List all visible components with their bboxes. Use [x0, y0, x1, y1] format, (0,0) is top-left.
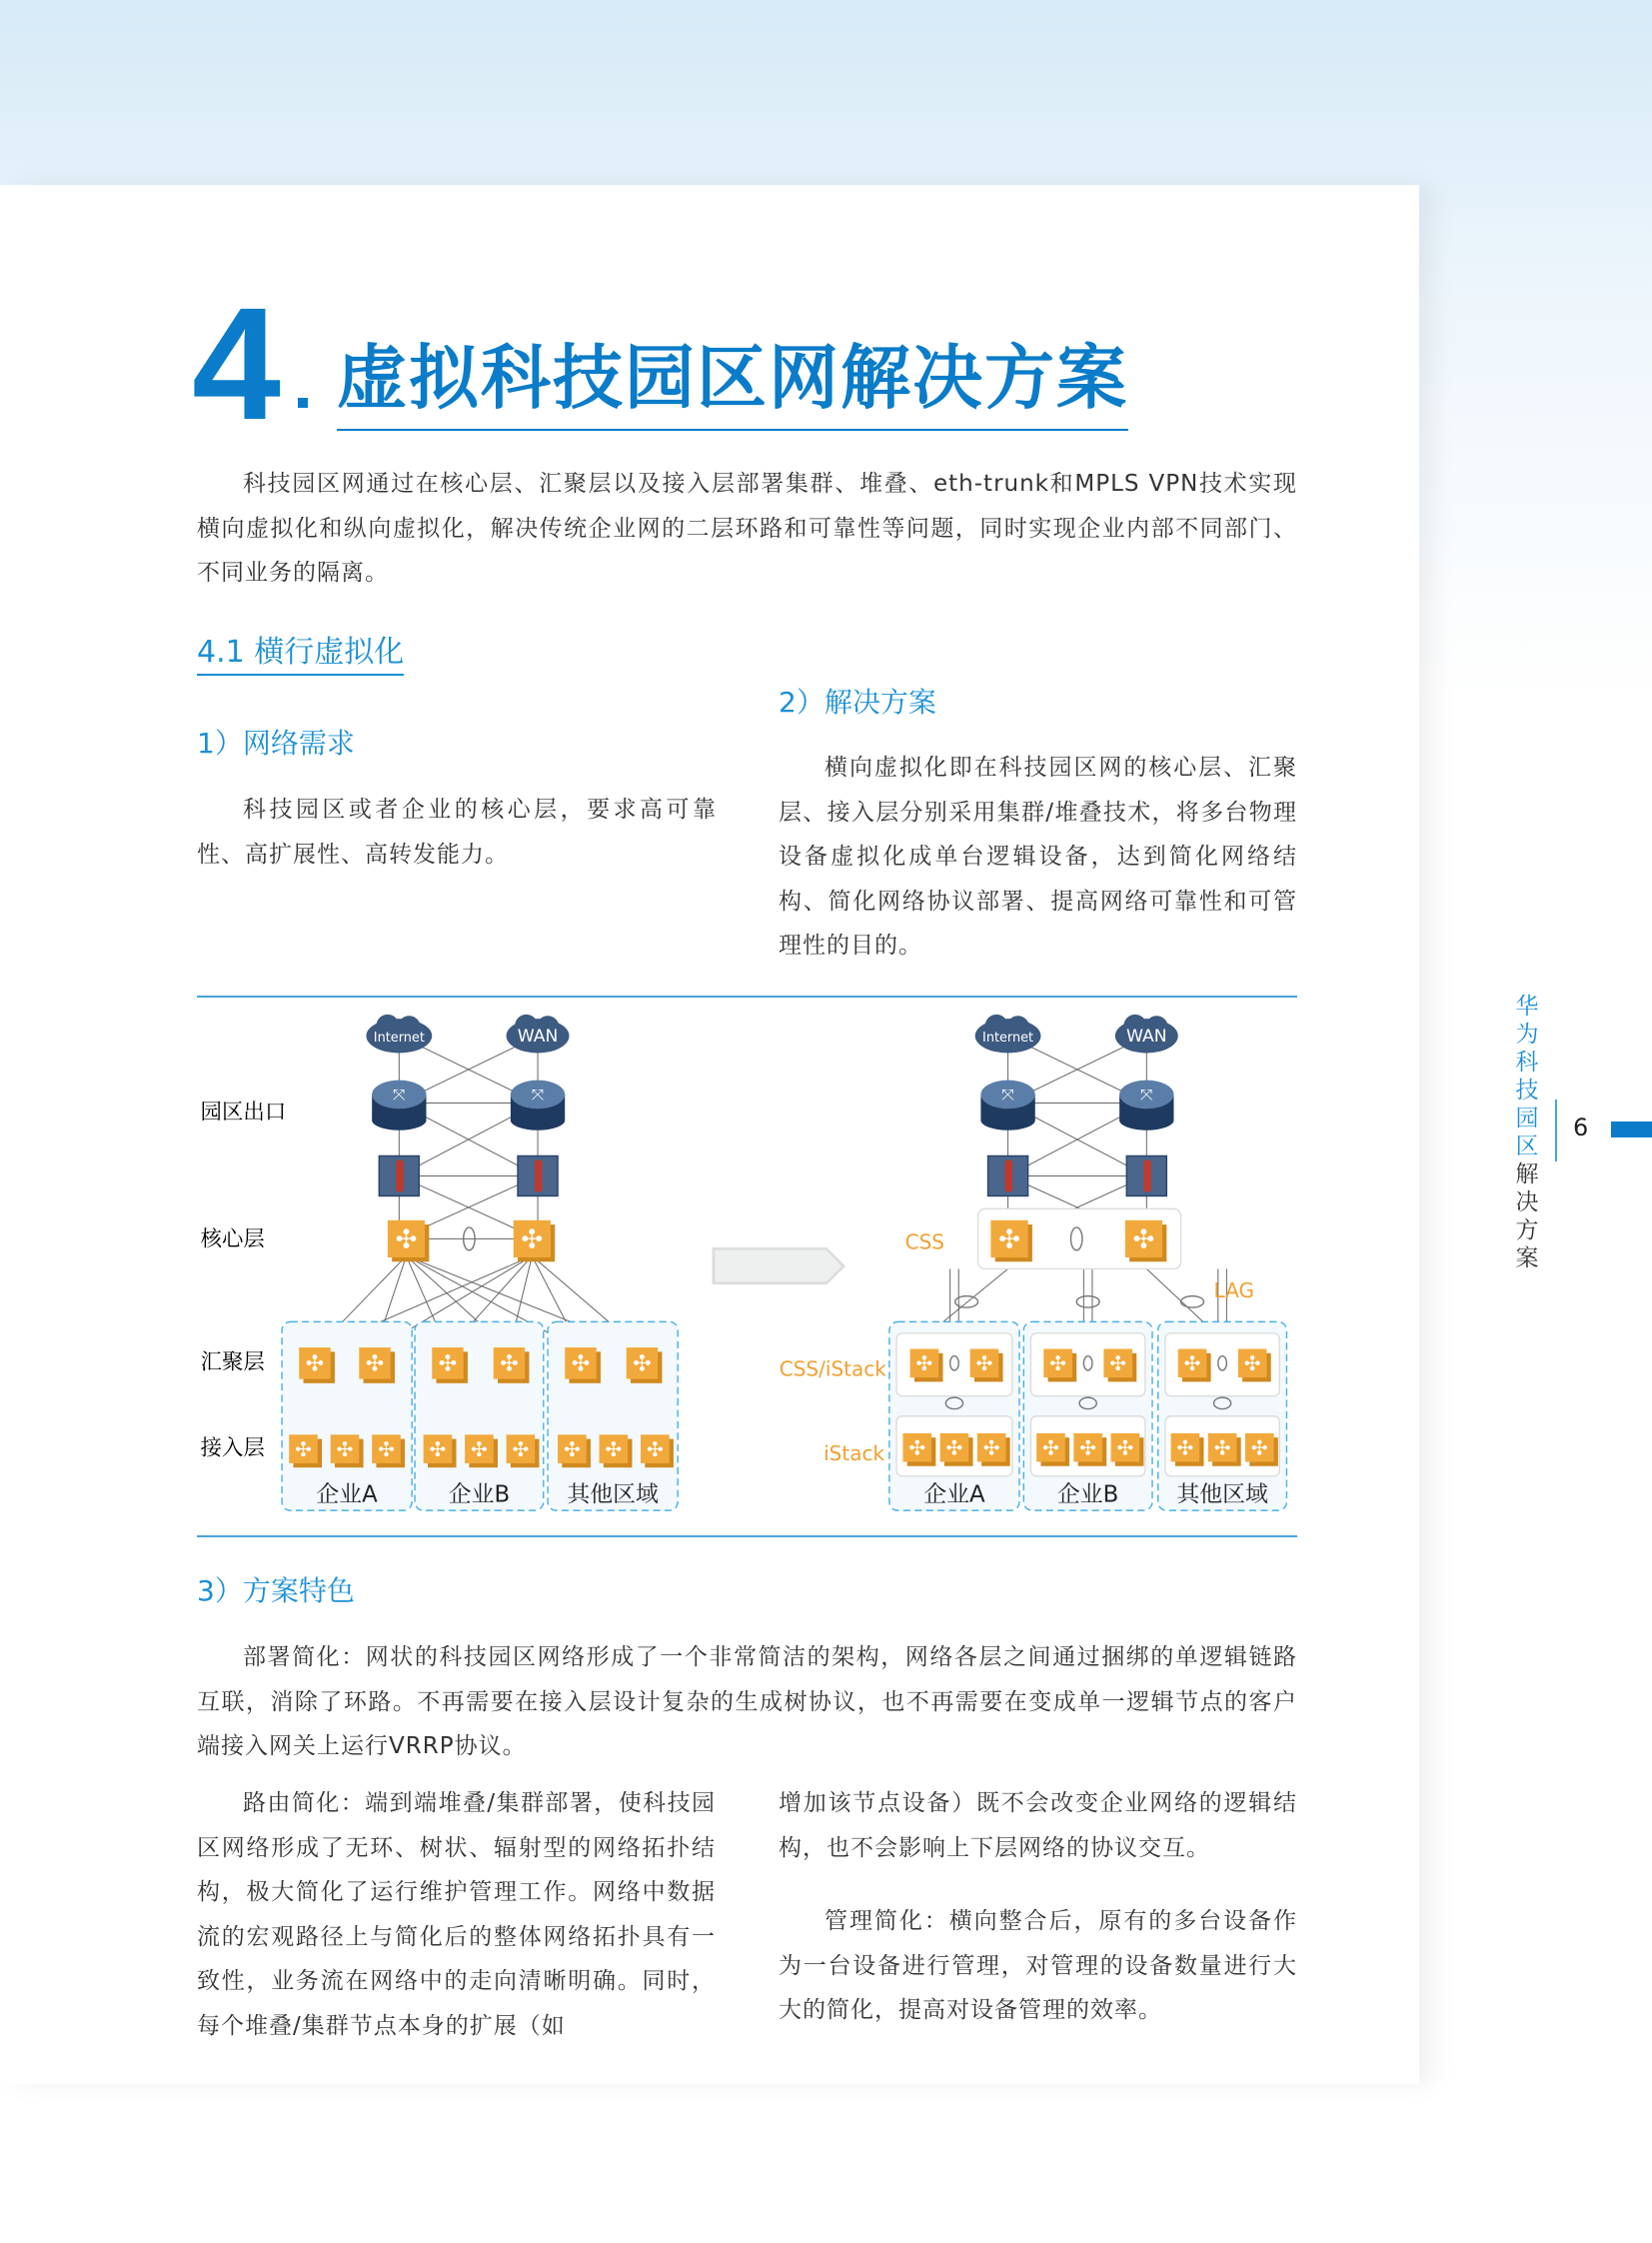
chapter-number: 4	[192, 274, 277, 453]
layer-label-access: 接入层	[200, 1435, 265, 1461]
diagram-shape: ✣	[563, 1436, 581, 1461]
solution-text: 横向虚拟化即在科技园区网的核心层、汇聚层、接入层分别采用集群/堆叠技术，将多台物理设备虚拟化成单台逻辑设备，达到简化网络结构、简化网络协议部署、提高网络可靠性和可管理性的目的。	[779, 755, 1297, 959]
features-heading: 3）方案特色	[197, 1574, 355, 1607]
diagram-shape: ✣	[1109, 1350, 1127, 1375]
features-paragraph-2-cont: 增加该节点设备）既不会改变企业网络的逻辑结构，也不会影响上下层网络的协议交互。	[779, 1790, 1297, 1861]
diagram-shape: ✣	[945, 1435, 963, 1460]
solution-heading: 2）解决方案	[779, 686, 936, 719]
core-switch-icon	[1125, 1220, 1166, 1261]
diagram-shape: ✣	[1049, 1350, 1067, 1375]
css-istack-label: CSS/iStack	[779, 1356, 886, 1381]
intro-paragraph: 科技园区网通过在核心层、汇聚层以及接入层部署集群、堆叠、eth-trunk和MPLS VPN技术实现横向虚拟化和纵向虚拟化，解决传统企业网的二层环路和可靠性等问题，同时实现企业内部不同部门、不同业务的隔离。	[197, 471, 1297, 586]
zone-label: 企业A	[923, 1481, 985, 1508]
diagram-shape: ✣	[915, 1350, 933, 1375]
diagram-shape: ✣	[1176, 1435, 1194, 1460]
diagram-shape: ✣	[908, 1435, 926, 1460]
diagram-shape: ⤧	[1140, 1085, 1153, 1105]
router-icon	[980, 1081, 1034, 1130]
aggregation-switch-icon	[627, 1347, 663, 1383]
divider-bottom	[197, 1535, 1297, 1537]
access-switch-icon	[940, 1433, 973, 1466]
firewall-icon	[988, 1155, 1028, 1195]
diagram-shape: ✣	[982, 1435, 1000, 1460]
diagram-shape: ✣	[512, 1436, 530, 1461]
router-icon	[511, 1081, 565, 1130]
access-switch-icon	[1111, 1433, 1144, 1466]
divider-top	[197, 996, 1297, 998]
diagram-shape	[511, 1111, 565, 1130]
diagram-shape: ✣	[500, 1351, 519, 1377]
diagram-shape: ⤧	[393, 1085, 406, 1105]
cloud-icon	[1115, 1015, 1178, 1054]
transform-arrow-icon	[714, 1248, 843, 1282]
diagram-shape: ✣	[1079, 1435, 1097, 1460]
diagram-shape: ✣	[471, 1436, 488, 1461]
switch-icon	[1238, 1349, 1271, 1382]
cloud-label: WAN	[1125, 1027, 1167, 1048]
diagram-shape: ✣	[336, 1436, 354, 1461]
diagram-shape: ✣	[1250, 1435, 1268, 1460]
cloud-icon	[366, 1015, 432, 1054]
zone-label: 企业B	[448, 1481, 511, 1508]
access-switch-icon	[331, 1434, 364, 1467]
css-label: CSS	[904, 1229, 944, 1254]
layer-label-core: 核心层	[200, 1226, 265, 1252]
diagram-shape: ✣	[1132, 1224, 1155, 1255]
bundle-icon	[1076, 1296, 1099, 1307]
chapter-title: 虚拟科技园区网解决方案	[337, 322, 1128, 431]
diagram-shape: ⤧	[1001, 1085, 1014, 1105]
diagram-shape	[1005, 1160, 1012, 1191]
diagram-shape: ✣	[1243, 1350, 1261, 1375]
aggregation-switch-icon	[494, 1347, 530, 1383]
access-switch-icon	[902, 1433, 935, 1466]
switch-icon	[970, 1349, 1003, 1382]
features-paragraph-1: 部署简化：网状的科技园区网络形成了一个非常简洁的架构，网络各层之间通过捆绑的单逻辑链路互联，消除了环路。不再需要在接入层设计复杂的生成树协议，也不再需要在变成单一逻辑节点的客户端接入网关上运行VRRP协议。	[197, 1644, 1297, 1759]
zone-label: 其他区域	[567, 1481, 659, 1508]
network-diagram	[186, 1002, 1301, 1523]
page-number: 6	[1573, 1114, 1589, 1141]
features-paragraph-3: 管理简化：横向整合后，原有的多台设备作为一台设备进行管理，对管理的设备数量进行大大的简化，提高对设备管理的效率。	[779, 1908, 1297, 2023]
diagram-shape	[372, 1111, 426, 1130]
section-heading: 4.1 横行虚拟化	[197, 627, 404, 671]
bundle-icon	[1181, 1296, 1204, 1307]
layer-label-aggregation: 汇聚层	[200, 1349, 265, 1375]
access-switch-icon	[372, 1434, 405, 1467]
router-icon	[1119, 1081, 1173, 1130]
core-switch-icon	[388, 1220, 429, 1261]
diagram-shape: ✣	[975, 1350, 993, 1375]
switch-icon	[1103, 1349, 1136, 1382]
cloud-label: WAN	[517, 1027, 559, 1048]
chapter-dot	[298, 398, 308, 408]
access-switch-icon	[1036, 1433, 1069, 1466]
firewall-icon	[518, 1155, 558, 1195]
side-running-title: 华为科技园区解决方案	[1515, 994, 1539, 1271]
cloud-label: Internet	[982, 1031, 1034, 1047]
cloud-icon	[975, 1015, 1041, 1054]
diagram-shape	[980, 1111, 1034, 1130]
page-marker-bar	[1611, 1122, 1652, 1137]
diagram-shape	[396, 1160, 403, 1191]
diagram-shape: ✣	[305, 1351, 325, 1377]
layer-label-exit: 园区出口	[200, 1100, 287, 1125]
zone-label: 企业B	[1056, 1481, 1119, 1508]
switch-icon	[1178, 1349, 1211, 1382]
diagram-shape	[1119, 1111, 1173, 1130]
diagram-shape: ⤧	[531, 1085, 545, 1105]
access-switch-icon	[558, 1434, 591, 1467]
cloud-icon	[507, 1015, 570, 1054]
access-switch-icon	[600, 1434, 633, 1467]
zone-label: 企业A	[316, 1481, 378, 1508]
diagram-shape: ✣	[438, 1351, 458, 1377]
diagram-shape: ✣	[646, 1436, 664, 1461]
firewall-icon	[379, 1155, 419, 1195]
diagram-shape: ✣	[365, 1351, 385, 1377]
diagram-shape	[1143, 1160, 1150, 1191]
access-switch-icon	[641, 1434, 674, 1467]
diagram-shape: ✣	[605, 1436, 623, 1461]
aggregation-switch-icon	[299, 1347, 335, 1383]
switch-icon	[1043, 1349, 1076, 1382]
diagram-shape: ✣	[998, 1224, 1020, 1255]
diagram-shape: ✣	[521, 1224, 544, 1255]
access-switch-icon	[507, 1434, 540, 1467]
access-switch-icon	[1208, 1433, 1241, 1466]
diagram-shape	[535, 1160, 542, 1191]
diagram-shape: ✣	[1042, 1435, 1059, 1460]
access-switch-icon	[465, 1434, 498, 1467]
core-switch-icon	[514, 1220, 555, 1261]
istack-label: iStack	[824, 1441, 885, 1466]
diagram-shape: ✣	[429, 1436, 447, 1461]
features-paragraph-2: 路由简化：端到端堆叠/集群部署，使科技园区网络形成了无环、树状、辐射型的网络拓扑结构，极大简化了运行维护管理工作。网络中数据流的宏观路径上与简化后的整体网络拓扑具有一致性，业务流在网络中的走向清晰明确。同时，每个堆叠/集群节点本身的扩展（如	[197, 1790, 716, 2039]
aggregation-switch-icon	[565, 1347, 601, 1383]
aggregation-switch-icon	[359, 1347, 395, 1383]
requirement-heading: 1）网络需求	[197, 727, 355, 760]
switch-icon	[910, 1349, 943, 1382]
diagram-shape: ✣	[378, 1436, 395, 1461]
side-divider	[1555, 1100, 1557, 1161]
zone-label: 其他区域	[1176, 1481, 1268, 1508]
router-icon	[372, 1081, 426, 1130]
diagram-shape: ✣	[571, 1351, 591, 1377]
access-switch-icon	[424, 1434, 457, 1467]
diagram-shape: ✣	[395, 1224, 418, 1255]
diagram-shape: ✣	[1213, 1435, 1231, 1460]
diagram-shape: ✣	[633, 1351, 652, 1377]
core-switch-icon	[990, 1220, 1031, 1261]
lag-label: LAG	[1213, 1278, 1254, 1303]
access-switch-icon	[289, 1434, 322, 1467]
diagram-shape: ✣	[295, 1436, 312, 1461]
cloud-label: Internet	[373, 1031, 425, 1047]
access-switch-icon	[977, 1433, 1010, 1466]
requirement-text: 科技园区或者企业的核心层，要求高可靠性、高扩展性、高转发能力。	[197, 797, 717, 868]
diagram-shape: ✣	[1183, 1350, 1201, 1375]
access-switch-icon	[1245, 1433, 1278, 1466]
access-switch-icon	[1073, 1433, 1106, 1466]
diagram-shape: ✣	[1116, 1435, 1134, 1460]
access-switch-icon	[1171, 1433, 1204, 1466]
aggregation-switch-icon	[432, 1347, 468, 1383]
firewall-icon	[1126, 1155, 1166, 1195]
